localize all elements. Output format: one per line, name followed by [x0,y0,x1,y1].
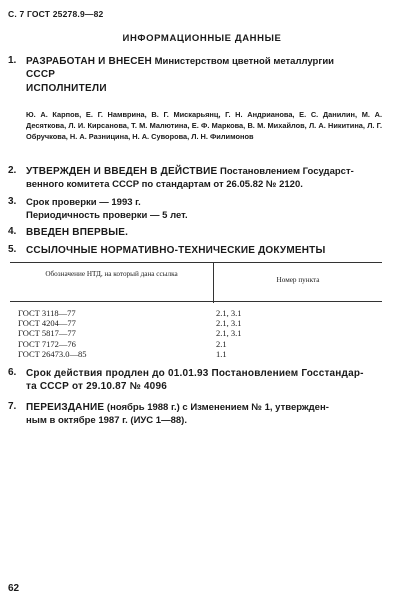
table-cell-doc: ГОСТ 7172—76 [18,338,76,349]
section-2-number: 2. [8,165,17,176]
table-cell-doc: ГОСТ 3118—77 [18,308,76,318]
section-4 [26,226,382,239]
section-7-number: 7. [8,401,17,412]
section-5-number: 5. [8,244,17,255]
table-cell-item: 1.1 [216,348,227,359]
section-3-line1: Срок проверки — 1993 г. [26,197,141,208]
section-6-line1: Срок действия продлен до 01.01.93 Постановлением Госстандар- [26,368,364,379]
page-title: ИНФОРМАЦИОННЫЕ ДАННЫЕ [122,33,282,44]
section-1-line2: СССР [26,69,56,80]
section-7-line2: ным в октябре 1987 г. (ИУС 1—88). [26,415,187,426]
table-header-doc: Обозначение НТД, на который дана ссылка [45,270,178,278]
section-4-lead: ВВЕДЕН ВПЕРВЫЕ. [26,227,129,238]
section-1 [26,55,382,81]
section-7-rest: (ноябрь 1988 г.) с Изменением № 1, утвержден- [104,402,329,413]
section-7 [26,401,382,427]
table-row [18,328,382,338]
table-header [10,262,382,302]
section-1-lead: РАЗРАБОТАН И ВНЕСЕН [26,56,152,67]
section-4-number: 4. [8,226,17,237]
page-header: С. 7 ГОСТ 25278.9—82 [8,9,104,19]
table-cell-item: 2.1, 3.1 [216,318,242,329]
table-row [18,318,382,328]
executors-list: Ю. А. Карпов, Е. Г. Намврина, В. Г. Мискарьянц, Г. Н. Андрианова, Е. С. Данилин, М. А. Десяткова, Л. И. Кирсанова, Т. М. Малютина, Е. Ф. Маркова, В. М. Михайлов, Л. А. Никитина, Л. Г. Обручкова, Н. А. Разницина, Н. А. Суворова, Л. Н. Филимонов [26,110,382,142]
section-3-line2: Периодичность проверки — 5 лет. [26,210,188,221]
reference-table [10,262,382,359]
table-cell-item: 2.1, 3.1 [216,328,242,339]
table-cell-item: 2.1 [216,338,227,349]
section-6-number: 6. [8,367,17,378]
page-number: 62 [8,583,20,594]
section-1-rest: Министерством цветной металлургии [151,56,334,67]
section-2 [26,165,382,191]
section-6-line2: та СССР от 29.10.87 № 4096 [26,381,167,392]
section-7-lead: ПЕРЕИЗДАНИЕ [26,402,105,413]
section-2-rest: Постановлением Государст- [217,166,354,177]
section-2-lead: УТВЕРЖДЕН И ВВЕДЕН В ДЕЙСТВИЕ [26,166,218,177]
section-2-line2: венного комитета СССР по стандартам от 26.05.82 № 2120. [26,179,303,190]
section-6 [26,367,382,393]
table-cell-doc: ГОСТ 26473.0—85 [18,348,87,359]
table-cell-doc: ГОСТ 4204—77 [18,318,76,329]
table-body [18,308,382,359]
section-1-number: 1. [8,55,17,66]
section-3-number: 3. [8,196,17,207]
table-cell-item: 2.1, 3.1 [216,308,242,318]
table-cell-doc: ГОСТ 5817—77 [18,328,76,339]
executors-heading: ИСПОЛНИТЕЛИ [26,83,107,94]
section-3 [26,196,382,222]
table-row [18,308,382,318]
table-header-item: Номер пункта [276,276,320,284]
table-row [18,349,382,359]
section-5 [26,244,382,257]
section-5-lead: ССЫЛОЧНЫЕ НОРМАТИВНО-ТЕХНИЧЕСКИЕ ДОКУМЕНТЫ [26,245,326,256]
table-row [18,339,382,349]
